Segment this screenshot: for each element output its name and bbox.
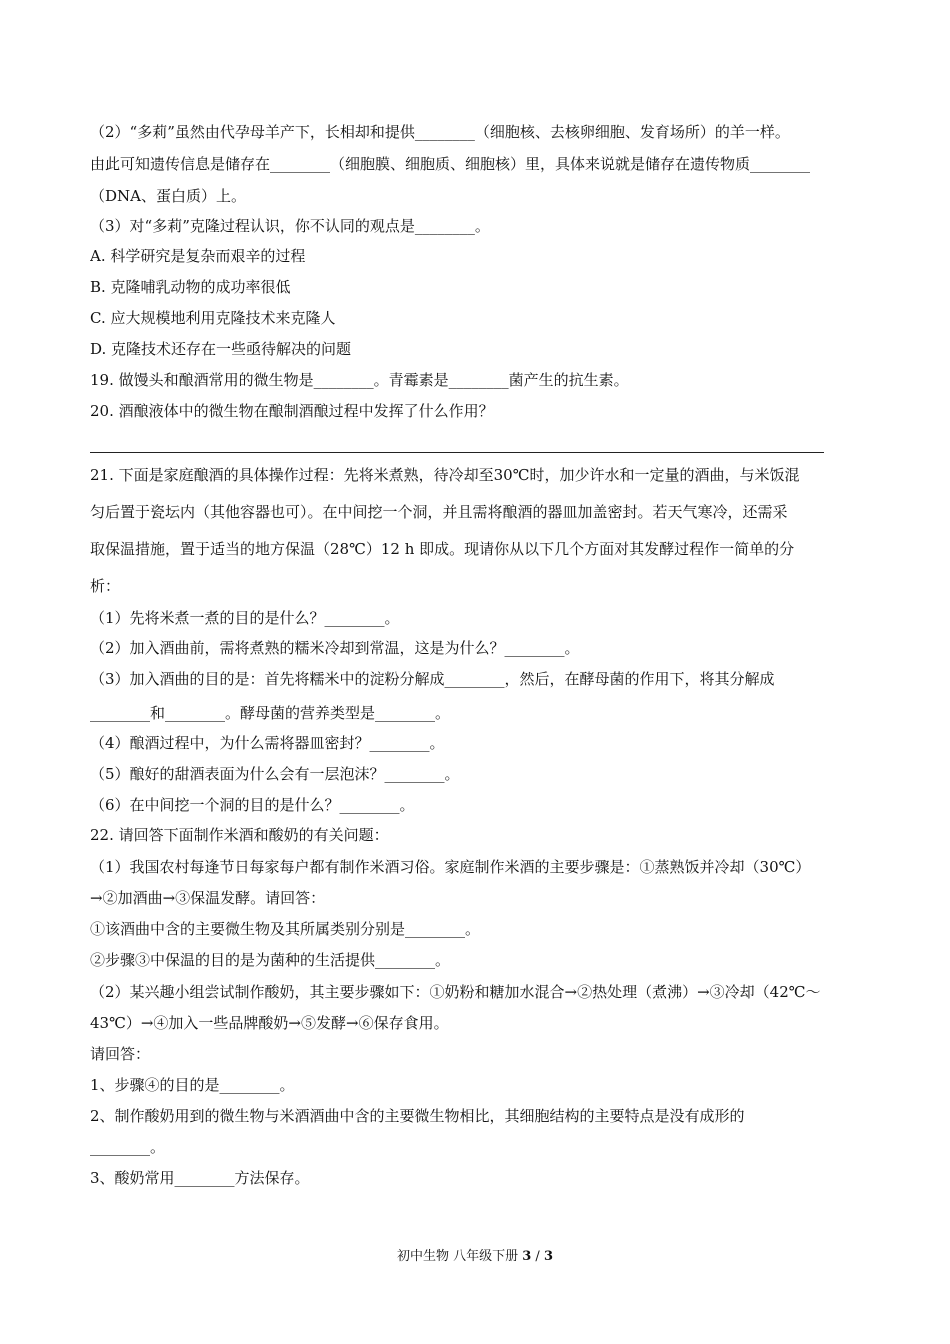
question-21-line-1: 21. 下面是家庭酿酒的具体操作过程：先将米煮熟，待冷却至30℃时，加少许水和一定量的酒曲，与米饭混 [90, 466, 800, 484]
page-footer [0, 1248, 950, 1266]
footer-separator: / [531, 1249, 544, 1264]
footer-subject: 初中生物 八年级下册 [396, 1249, 523, 1264]
footer-page-total: 3 [543, 1249, 553, 1264]
please-answer: 请回答： [90, 1045, 151, 1063]
question-22-1-ii: ②步骤③中保温的目的是为菌种的生活提供________。 [90, 951, 451, 969]
question-22-1-i: ①该酒曲中含的主要微生物及其所属类别分别是________。 [90, 920, 481, 938]
question-21-line-3: 取保温措施，置于适当的地方保温（28℃）12 h 即成。现请你从以下几个方面对其发酵过程作一简单的分 [90, 540, 795, 558]
question-21-sub-6: （6）在中间挖一个洞的目的是什么？________。 [90, 796, 415, 814]
text-line-q18-2c: （DNA、蛋白质）上。 [90, 187, 246, 205]
text-line-q18-2a: （2）“多莉”虽然由代孕母羊产下，长相却和提供________（细胞核、去核卵细胞、发育场所）的羊一样。 [90, 123, 790, 141]
question-21-sub-3a: （3）加入酒曲的目的是：首先将糯米中的淀粉分解成________，然后，在酵母菌的作用下，将其分解成 [90, 670, 775, 688]
question-22-2-item-2a: 2、制作酸奶用到的微生物与米酒酒曲中含的主要微生物相比，其细胞结构的主要特点是没有成形的 [90, 1107, 745, 1125]
question-21-sub-5: （5）酿好的甜酒表面为什么会有一层泡沫？________。 [90, 765, 460, 783]
option-a: A. 科学研究是复杂而艰辛的过程 [90, 247, 306, 265]
question-21-line-4: 析： [90, 577, 121, 595]
question-22-2-item-1: 1、步骤④的目的是________。 [90, 1076, 295, 1094]
question-21-sub-2: （2）加入酒曲前，需将煮熟的糯米冷却到常温，这是为什么？________。 [90, 639, 580, 657]
question-22-2-item-2b: ________。 [90, 1138, 166, 1156]
question-22-1a: （1）我国农村每逢节日每家每户都有制作米酒习俗。家庭制作米酒的主要步骤是：①蒸熟饭并冷却（30℃） [90, 858, 811, 876]
question-22-2-item-3: 3、酸奶常用________方法保存。 [90, 1169, 310, 1187]
text-line-q18-3: （3）对“多莉”克隆过程认识，你不认同的观点是________。 [90, 217, 490, 235]
question-21-sub-4: （4）酿酒过程中，为什么需将器皿密封？________。 [90, 734, 445, 752]
footer-page-number: 3 [522, 1249, 532, 1264]
option-b: B. 克隆哺乳动物的成功率很低 [90, 278, 291, 296]
option-c: C. 应大规模地利用克隆技术来克隆人 [90, 309, 336, 327]
text-line-q18-2b: 由此可知遗传信息是储存在________（细胞膜、细胞质、细胞核）里，具体来说就是储存在遗传物质________ [90, 155, 811, 173]
question-19: 19. 做馒头和酿酒常用的微生物是________。青霉素是________菌产生的抗生素。 [90, 371, 629, 389]
question-21-sub-3b: ________和________。酵母菌的营养类型是________。 [90, 704, 451, 722]
question-22-2b: 43℃）→④加入一些品牌酸奶→⑤发酵→⑥保存食用。 [90, 1014, 449, 1032]
answer-line [90, 452, 824, 453]
question-20: 20. 酒酿液体中的微生物在酿制酒酿过程中发挥了什么作用？ [90, 402, 494, 420]
question-22-1b: →②加酒曲→③保温发酵。请回答： [90, 889, 326, 907]
question-22-2a: （2）某兴趣小组尝试制作酸奶，其主要步骤如下：①奶粉和糖加水混合→②热处理（煮沸）→③冷却（42℃～ [90, 983, 821, 1001]
option-d: D. 克隆技术还存在一些亟待解决的问题 [90, 340, 352, 358]
question-21-line-2: 匀后置于瓷坛内（其他容器也可）。在中间挖一个洞，并且需将酿酒的器皿加盖密封。若天气寒冷，还需采 [90, 503, 788, 521]
question-22: 22. 请回答下面制作米酒和酸奶的有关问题： [90, 826, 389, 844]
question-21-sub-1: （1）先将米煮一煮的目的是什么？________。 [90, 609, 400, 627]
